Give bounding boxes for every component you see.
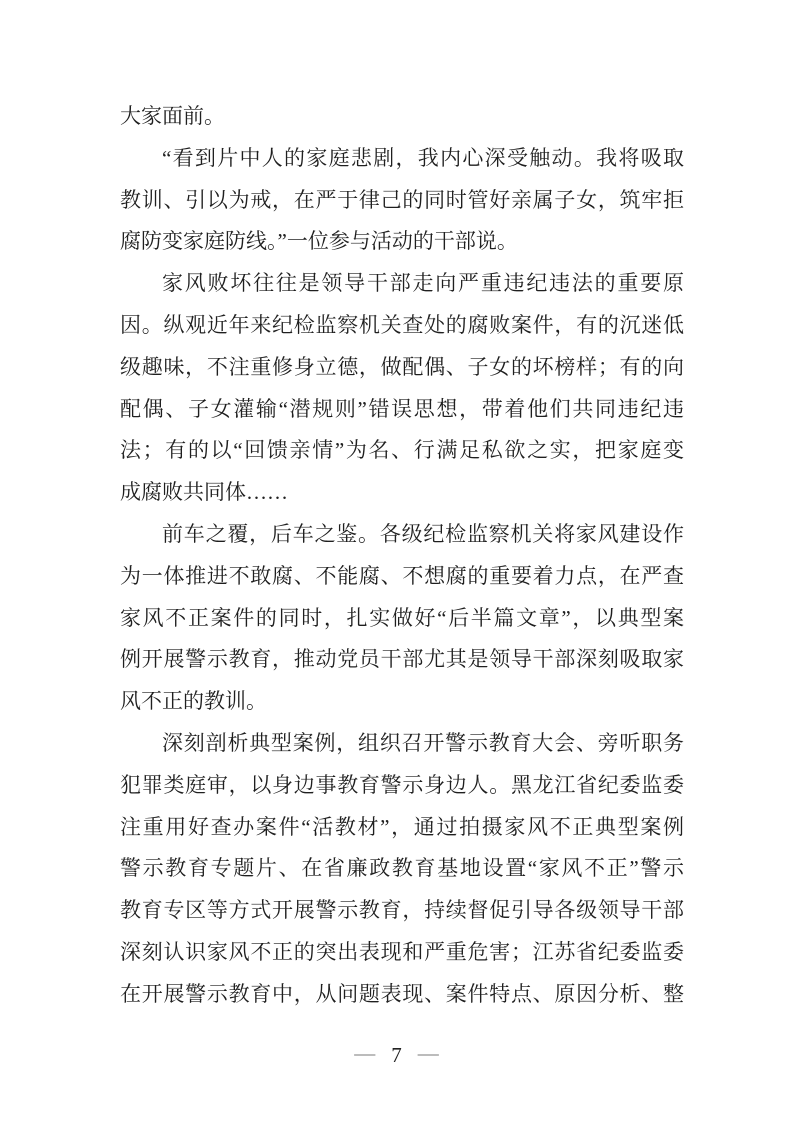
paragraph-quote xyxy=(120,138,684,263)
footer-right-dash: — xyxy=(417,1041,439,1065)
text-line: 犯罪类庭审，以身边事教育警示身边人。黑龙江省纪委监委 xyxy=(120,772,684,797)
text-line: 为一体推进不敢腐、不能腐、不想腐的重要着力点，在严查 xyxy=(120,563,684,588)
text-line: 深刻认识家风不正的突出表现和严重危害；江苏省纪委监委 xyxy=(120,939,684,964)
page-number: 7 xyxy=(391,1043,402,1067)
text-line: 风不正的教训。 xyxy=(120,689,267,714)
text-line: 家风不正案件的同时，扎实做好“后半篇文章”，以典型案 xyxy=(120,605,684,630)
text-line: 在开展警示教育中，从问题表现、案件特点、原因分析、整 xyxy=(120,981,684,1006)
text-line: 成腐败共同体…… xyxy=(120,480,288,505)
paragraph-warning-education xyxy=(120,723,684,1016)
text-line: 腐防变家庭防线。”一位参与活动的干部说。 xyxy=(120,229,518,254)
text-line: 级趣味，不注重修身立德，做配偶、子女的坏榜样；有的向 xyxy=(120,354,684,379)
paragraph-discipline-inspection xyxy=(120,514,684,723)
text-line: “看到片中人的家庭悲剧，我内心深受触动。我将吸取 xyxy=(162,145,684,170)
text-line: 注重用好查办案件“活教材”，通过拍摄家风不正典型案例 xyxy=(120,814,684,839)
text-line: 例开展警示教育，推动党员干部尤其是领导干部深刻吸取家 xyxy=(120,647,684,672)
text-line: 警示教育专题片、在省廉政教育基地设置“家风不正”警示 xyxy=(120,856,684,881)
text-line: 大家面前。 xyxy=(120,104,225,128)
text-line: 配偶、子女灌输“潜规则”错误思想，带着他们共同违纪违 xyxy=(120,396,684,421)
text-line: 教育专区等方式开展警示教育，持续督促引导各级领导干部 xyxy=(120,898,684,923)
page-footer xyxy=(0,1041,793,1069)
document-body xyxy=(120,96,684,1016)
paragraph-family-corruption xyxy=(120,263,684,514)
text-line: 因。纵观近年来纪检监察机关查处的腐败案件，有的沉迷低 xyxy=(120,312,684,337)
paragraph-continuation xyxy=(120,96,684,138)
footer-left-dash: — xyxy=(354,1041,376,1065)
text-line: 深刻剖析典型案例，组织召开警示教育大会、旁听职务 xyxy=(162,730,684,755)
text-line: 前车之覆，后车之鉴。各级纪检监察机关将家风建设作 xyxy=(162,521,684,546)
text-line: 家风败坏往往是领导干部走向严重违纪违法的重要原 xyxy=(162,271,684,296)
text-line: 法；有的以“回馈亲情”为名、行满足私欲之实，把家庭变 xyxy=(120,438,684,463)
text-line: 教训、引以为戒，在严于律己的同时管好亲属子女，筑牢拒 xyxy=(120,187,684,212)
